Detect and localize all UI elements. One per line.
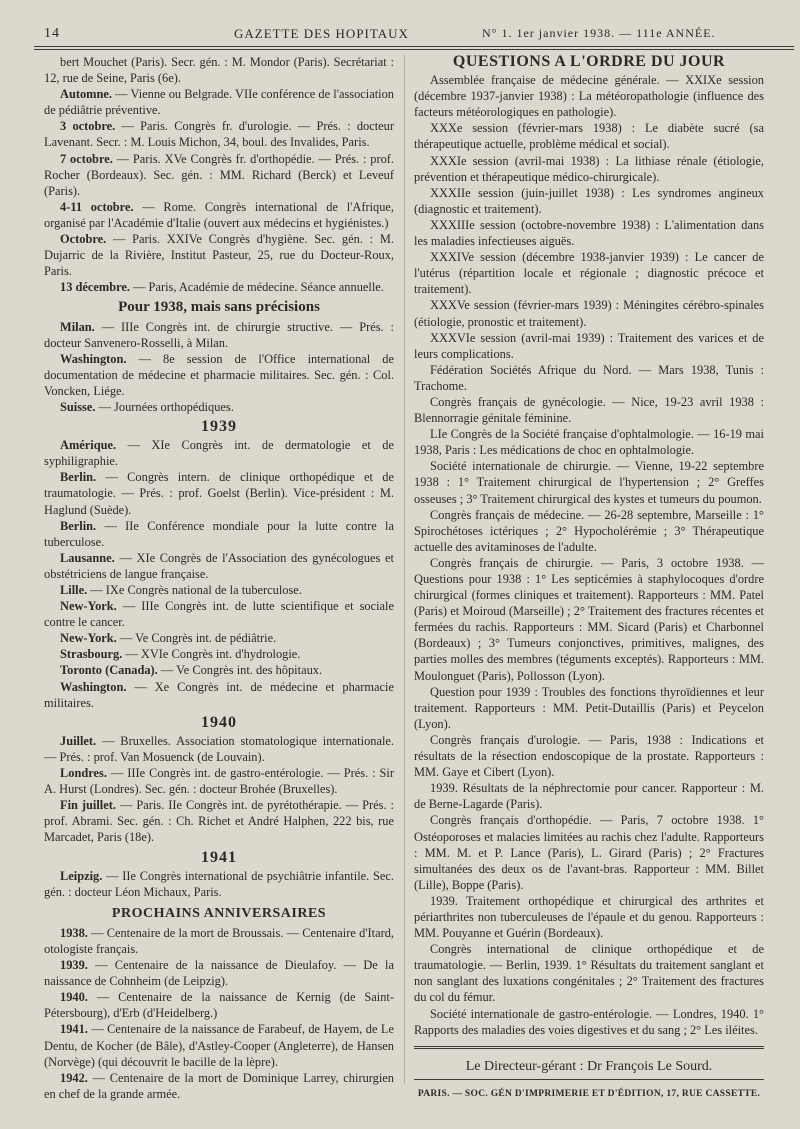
entry-label: New-York. xyxy=(60,631,117,646)
entry-label: Londres. xyxy=(60,766,107,781)
section-heading-anniversaries: PROCHAINS ANNIVERSAIRES xyxy=(111,905,327,921)
entry-text: — Centenaire de la mort de Broussais. — Centenaire d'Itard, otologiste français. xyxy=(44,925,394,956)
question-entry: XXXIe session (avril-mai 1938) : La lithiase rénale (étiologie, prévention et thérapeutique médico-chirurgicale). xyxy=(414,153,764,184)
entry-text: — XIe Congrès de l'Association des gynécologues et obstétriciens de langue française. xyxy=(44,550,394,581)
entry-text: — Paris. XVe Congrès fr. d'orthopédie. — Prés. : prof. Rocher (Bordeaux). Sec. gén. : MM. Richard (Berck) et Leveuf (Paris). xyxy=(44,151,394,198)
question-entry: XXXIVe session (décembre 1938-janvier 1939) : Le cancer de l'utérus (répartition locale et régionale ; diagnostic précoce et traitement). xyxy=(414,250,764,297)
calendar-entry xyxy=(44,437,394,469)
calendar-entry xyxy=(44,518,394,550)
entry-label: 13 décembre. xyxy=(60,280,130,295)
entry-label: 1941. xyxy=(60,1022,88,1037)
entry-label: 7 octobre. xyxy=(60,151,113,166)
question-entry: Fédération Sociétés Afrique du Nord. — Mars 1938, Tunis : Trachome. xyxy=(414,362,764,393)
header-rule xyxy=(34,46,794,47)
calendar-entry xyxy=(44,1021,394,1069)
question-entry: Congrès français d'orthopédie. — Paris, 7 octobre 1938. 1° Ostéoporoses et malacies limitées au rachis chez l'adulte. Rapporteurs : MM. M. et P. Lance (Paris), L. Girard (Paris) ; 2° Fractures simultanées des deux os de l'avant-bras. Rapporteur : MM. Billet (Lille), Boppe (Paris). xyxy=(414,813,764,892)
entry-text: — Xe Congrès int. de médecine et pharmacie militaires. xyxy=(44,679,394,710)
footer-rule-second xyxy=(414,1048,764,1049)
year-heading: 1940 xyxy=(201,713,237,731)
entry-label: Lille. xyxy=(60,583,88,597)
question-entry: Question pour 1939 : Troubles des fonctions thyroïdiennes et leur traitement. Rapporteurs : MM. Petit-Dutaillis (Paris) et Peycelon (Lyon). xyxy=(414,684,764,731)
entry-label: 1942. xyxy=(60,1070,88,1085)
entry-label: Automne. xyxy=(60,87,112,102)
section-heading-questions: QUESTIONS A L'ORDRE DU JOUR xyxy=(452,53,726,70)
entry-label: Toronto (Canada). xyxy=(60,663,158,678)
entry-text: — Vienne ou Belgrade. VIIe conférence de l'association de pédiâtrie préventive. xyxy=(44,87,394,118)
entry-text: — IIIe Congrès int. de chirurgie structive. — Prés. : docteur Sanvenero-Rosselli, à Milan. xyxy=(44,319,394,350)
entry-text: — IXe Congrès national de la tuberculose. xyxy=(87,583,302,597)
question-entry: XXXVe session (février-mars 1939) : Méningites cérébro-spinales (étiologie, pronostic et traitement). xyxy=(414,298,764,329)
calendar-entry xyxy=(44,679,394,711)
entry-text: — IIe Conférence mondiale pour la lutte contre la tuberculose. xyxy=(44,518,394,549)
question-entry: Société internationale de chirurgie. — Vienne, 19-22 septembre 1938 : 1° Traitement chirurgical de l'hypertension ; 2° Greffes osseuses ; 3° Traitement chirurgical des kystes et tumeurs du poumon. xyxy=(414,459,764,506)
question-entry: LIe Congrès de la Société française d'ophtalmologie. — 16-19 mai 1938, Paris : Les médications de choc en ophtalmologie. xyxy=(414,427,764,458)
entry-label: Berlin. xyxy=(60,518,97,533)
question-entry: Société internationale de gastro-entérologie. — Londres, 1940. 1° Rapports des maladies des voies digestives et du sang ; 2° Les iléites. xyxy=(414,1006,764,1037)
calendar-entry xyxy=(44,54,394,86)
entry-text: — 8e session de l'Office international de documentation de médecine et pharmacie militaires. Sec. gén. : Col. Voncken, Liége. xyxy=(44,351,394,398)
question-entry: XXXe session (février-mars 1938) : Le diabète sucré (sa thérapeutique actuelle, problème médical et social). xyxy=(414,121,764,152)
entry-label: New-York. xyxy=(60,599,117,614)
right-column xyxy=(414,54,764,1102)
entry-text: — Centenaire de la naissance de Farabeuf, de Hayem, de Le Dentu, de Kocher (de Bâle), d'Astley-Cooper (Angleterre), de Hansen (Norvège) (qui découvrit le bacille de la lèpre). xyxy=(44,1022,394,1069)
calendar-entry xyxy=(44,989,394,1021)
calendar-entry xyxy=(44,151,394,199)
entry-label: 3 octobre. xyxy=(60,119,116,134)
year-heading: 1939 xyxy=(201,418,237,436)
calendar-entry xyxy=(44,797,394,845)
entry-label: 1939. xyxy=(60,958,88,973)
calendar-entry xyxy=(44,1070,394,1102)
question-entry: Congrès français de gynécologie. — Nice, 19-23 avril 1938 : Blennorragie génitale féminine. xyxy=(414,394,764,426)
entry-text: — Paris, Académie de médecine. Séance annuelle. xyxy=(129,280,384,295)
entry-label: Strasbourg. xyxy=(60,647,123,662)
calendar-entry xyxy=(44,925,394,957)
issue-date: N° 1. 1er janvier 1938. — 111e ANNÉE. xyxy=(482,26,716,40)
section-heading: Pour 1938, mais sans précisions xyxy=(118,299,320,316)
entry-label: 1940. xyxy=(60,990,88,1005)
calendar-entry xyxy=(44,351,394,399)
entry-text: — XIe Congrès int. de dermatologie et de syphiligraphie. xyxy=(44,438,394,469)
question-entry: XXXIIIe session (octobre-novembre 1938) : L'alimentation dans les maladies infectieuses aiguës. xyxy=(414,217,764,249)
entry-text: — Centenaire de la mort de Dominique Larrey, chirurgien en chef de la grande armée. xyxy=(44,1070,394,1101)
calendar-entry xyxy=(44,550,394,582)
entry-text: — Centenaire de la naissance de Dieulafoy. — De la naissance de Cohnheim (de Leipzig). xyxy=(44,958,394,989)
entry-label: Washington. xyxy=(60,351,127,366)
calendar-entry xyxy=(44,319,394,351)
calendar-entry xyxy=(44,646,394,662)
question-entry: Congrès français d'urologie. — Paris, 1938 : Indications et résultats de la résection endoscopique de la prostate. Rapporteurs : MM. Gaye et Cibert (Lyon). xyxy=(414,732,764,780)
entry-label: Leipzig. xyxy=(60,868,103,883)
question-entry: XXXVIe session (avril-mai 1939) : Traitement des varices et de leurs complications. xyxy=(414,330,764,361)
running-header xyxy=(34,18,790,46)
calendar-entry xyxy=(44,957,394,989)
entry-label: Juillet. xyxy=(60,733,97,748)
entry-text: — IIe Congrès international de psychiâtrie infantile. Sec. gén. : docteur Léon Michaux, Paris. xyxy=(44,868,394,899)
question-entry: Congrès français de médecine. — 26-28 septembre, Marseille : 1° Spirochétoses ictériques ; 2° Hypocholérémie ; 3° Thérapeutique actuelle des avitaminoses de l'adulte. xyxy=(414,507,764,554)
entry-label: 1938. xyxy=(60,925,88,940)
footer-rule xyxy=(414,1046,764,1047)
question-entry: Congrès français de chirurgie. — Paris, 3 octobre 1938. — Questions pour 1938 : 1° Les septicémies à staphylocoques d'ordre chirurgical (formes cliniques et traitement). Rapporteurs : MM. Patel (Paris) et Moiroud (Marseille) ; 2° Traitement des fractures récentes et fermées du rachis. Rapporteurs : MM. Sicard (Paris) et Charbonnel (Bordeaux) ; 3° Tumeurs conjonctives, primitives, malignes, des parties molles des membres (téguments exceptés). Rapporteurs : MM. Moulonguet (Paris), Pollosson (Lyon). xyxy=(414,555,764,683)
calendar-entry xyxy=(44,469,394,517)
calendar-entry xyxy=(44,733,394,765)
header-rule-second xyxy=(34,49,794,50)
entry-text: — Paris. Congrès fr. d'urologie. — Prés. : docteur Lavenant. Secr. : M. Louis Michon, 34, boul. des Invalides, Paris. xyxy=(44,119,394,150)
year-heading: 1941 xyxy=(201,848,237,866)
entry-text: — Bruxelles. Association stomatologique internationale. — Prés. : prof. Van Mosuenck (de Louvain). xyxy=(44,733,394,764)
entry-text: — Ve Congrès int. de pédiâtrie. xyxy=(116,631,277,646)
entry-text: — IIIe Congrès int. de lutte scientifique et sociale contre le cancer. xyxy=(44,599,394,630)
entry-label: Washington. xyxy=(60,679,127,694)
calendar-entry xyxy=(44,662,394,678)
entry-label: Fin juillet. xyxy=(60,798,116,813)
entry-text: — Paris. IIe Congrès int. de pyrétothérapie. — Prés. : prof. Abrami. Sec. gén. : Ch. Richet et André Halphen, 222 bis, rue Marcadet, Paris (18e). xyxy=(44,798,394,845)
entry-text: — XVIe Congrès int. d'hydrologie. xyxy=(122,647,301,662)
entry-label: Berlin. xyxy=(60,470,97,485)
question-entry: Assemblée française de médecine générale. — XXIXe session (décembre 1937-janvier 1938) : La météoropathologie (influence des facteurs météorologiques en pathologie). xyxy=(414,73,764,120)
questions-list xyxy=(414,72,764,1038)
entry-text: bert Mouchet (Paris). Secr. gén. : M. Mondor (Paris). Secrétariat : 12, rue de Seine, Paris (6e). xyxy=(44,55,394,86)
entry-text: — Centenaire de la naissance de Kernig (de Saint-Pétersbourg), d'Erb (d'Heidelberg.) xyxy=(44,990,394,1021)
calendar-entry xyxy=(44,598,394,630)
entry-label: Lausanne. xyxy=(60,550,115,565)
entry-label: Suisse. xyxy=(60,399,96,414)
entry-label: Amérique. xyxy=(60,438,117,453)
calendar-entry xyxy=(44,231,394,279)
entry-label: 4-11 octobre. xyxy=(60,199,134,214)
column-divider xyxy=(404,54,405,1084)
entry-text: — IIIe Congrès int. de gastro-entérologie. — Prés. : Sir A. Hurst (Londres). Sec. gén. : docteur Brohée (Bruxelles). xyxy=(44,766,394,797)
printer-imprint: PARIS. — SOC. GÉN D'IMPRIMERIE ET D'ÉDITION, 17, RUE CASSETTE. xyxy=(417,1088,761,1099)
entry-text: — Congrès intern. de clinique orthopédique et de traumatologie. — Prés. : prof. Goelst (Berlin). Vice-président : M. Haglund (Suède). xyxy=(44,470,394,517)
entry-label: Octobre. xyxy=(60,232,107,247)
left-column xyxy=(44,54,394,1102)
calendar-entry xyxy=(44,199,394,231)
journal-title: GAZETTE DES HOPITAUX xyxy=(234,26,409,41)
question-entry: Congrès international de clinique orthopédique et de traumatologie. — Berlin, 1939. 1° Résultats du traitement sanglant et non sanglant des luxations congénitales ; 2° Traitement des fractures du col du fémur. xyxy=(414,942,764,1005)
entry-text: — Rome. Congrès international de l'Afrique, organisé par l'Académie d'Italie (ouvert aux médecins et hygiénistes.) xyxy=(44,199,395,230)
question-entry: 1939. Résultats de la néphrectomie pour cancer. Rapporteur : M. de Berne-Lagarde (Paris). xyxy=(414,781,764,812)
question-entry: XXXIIe session (juin-juillet 1938) : Les syndromes angineux (diagnostic et traitement). xyxy=(414,185,764,216)
entry-text: — Paris. XXIVe Congrès d'hygiène. Sec. gén. : M. Dujarric de la Rivière, Institut Pasteur, 25, rue du Docteur-Roux, Paris. xyxy=(44,232,394,279)
printer-rule xyxy=(414,1079,764,1080)
calendar-entry xyxy=(44,582,394,598)
entry-text: — Journées orthopédiques. xyxy=(95,399,234,414)
calendar-entry xyxy=(44,630,394,646)
calendar-entry xyxy=(44,279,394,295)
calendar-entry xyxy=(44,399,394,415)
question-entry: 1939. Traitement orthopédique et chirurgical des arthrites et périarthrites non tuberculeuses de l'épaule et du genou. Rapporteurs : MM. Pouyanne et Guérin (Bordeaux). xyxy=(414,893,764,941)
calendar-entry xyxy=(44,765,394,797)
entry-label: Milan. xyxy=(60,319,95,334)
calendar-entry xyxy=(44,868,394,900)
signature: Le Directeur-gérant : Dr François Le Sourd. xyxy=(465,1058,713,1074)
entry-text: — Ve Congrès int. des hôpitaux. xyxy=(157,663,323,678)
calendar-entry xyxy=(44,86,394,118)
page-number: 14 xyxy=(44,26,60,41)
calendar-entry xyxy=(44,118,394,150)
